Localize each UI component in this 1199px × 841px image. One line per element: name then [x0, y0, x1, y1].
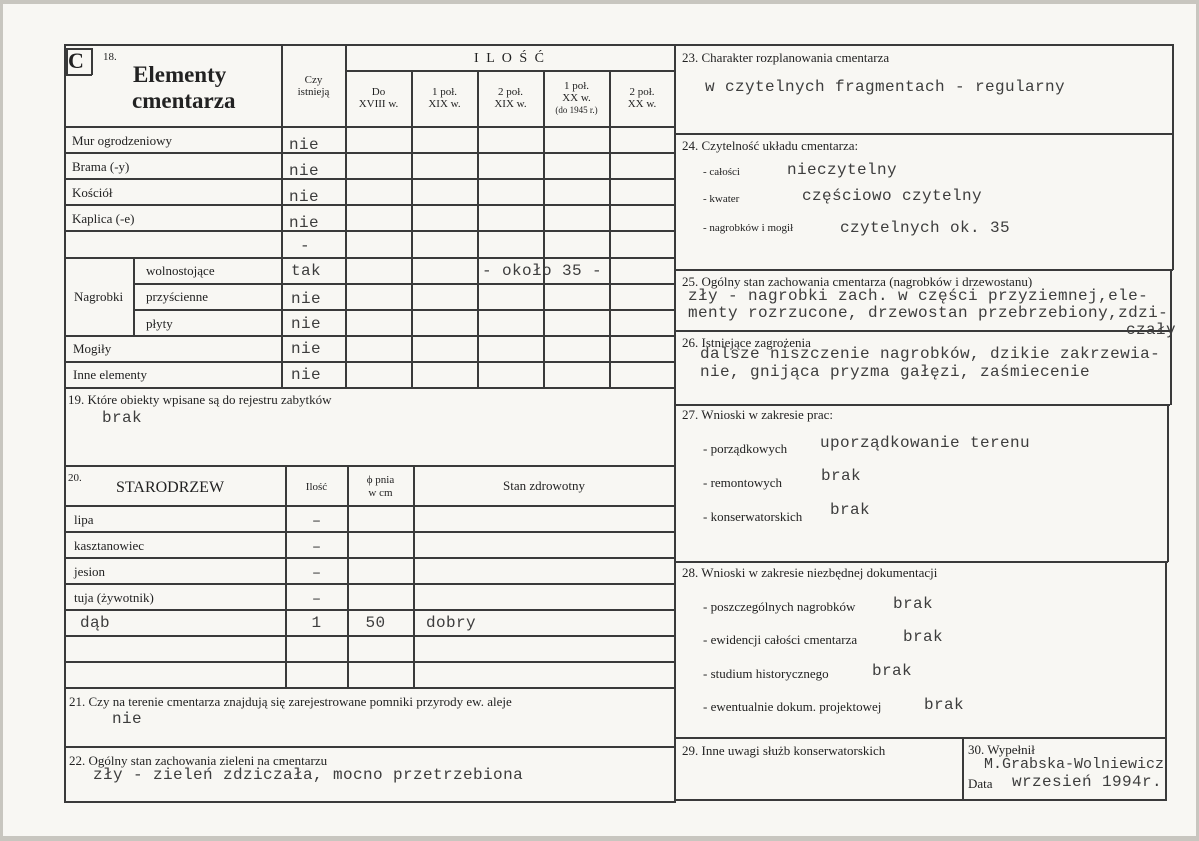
- row-label: Inne elementy: [73, 367, 147, 382]
- q28-label: 28. Wnioski w zakresie niezbędnej dokumentacji: [682, 565, 938, 580]
- q30-label: 30. Wypełnił: [968, 742, 1035, 757]
- trees-diameter-header-line1: ϕ pnia: [366, 474, 395, 486]
- tree-name: dąb: [80, 614, 111, 632]
- date-value: wrzesień 1994r.: [1012, 773, 1163, 791]
- period-4-line2: XX w.: [562, 92, 591, 104]
- period-1-line1: Do: [371, 86, 386, 98]
- q25-value-line1: zły - nagrobki zach. w części przyziemnej,ele-: [688, 287, 1149, 305]
- row-label: Brama (-y): [72, 159, 130, 174]
- q24-item-value: czytelnych ok. 35: [840, 219, 1011, 237]
- gravestones-label: Nagrobki: [74, 289, 124, 304]
- q28-item-value: brak: [872, 662, 913, 680]
- period-2-line2: XIX w.: [428, 98, 461, 110]
- tree-name: jesion: [74, 564, 106, 579]
- row-value: nie: [289, 162, 320, 180]
- q24-label: 24. Czytelność układu cmentarza:: [682, 138, 859, 153]
- period-4-line1: 1 poł.: [563, 80, 590, 92]
- trees-count-header: Ilość: [305, 481, 328, 493]
- q24-item-label: - całości: [703, 166, 740, 178]
- gravestone-value: tak: [291, 262, 322, 280]
- q25-label: 25. Ogólny stan zachowania cmentarza (nagrobków i drzewostanu): [682, 274, 1033, 289]
- q25-value-line3: czały: [1126, 321, 1177, 339]
- section-number: 18.: [103, 51, 117, 63]
- scan-edge-left: [0, 0, 3, 841]
- q28-item-value: brak: [924, 696, 965, 714]
- period-2-line1: 1 poł.: [431, 86, 458, 98]
- tree-count: –: [313, 538, 320, 553]
- row-value: nie: [289, 136, 320, 154]
- tree-name: lipa: [74, 512, 94, 527]
- exists-header-line2: istnieją: [297, 86, 330, 98]
- q27-item-value: brak: [830, 501, 871, 519]
- quantity-header: I L O Ś Ć: [474, 51, 546, 66]
- tree-name: kasztanowiec: [74, 538, 145, 553]
- q26-label: 26. Istniejące zagrożenia: [682, 335, 811, 350]
- q23-value: w czytelnych fragmentach - regularny: [705, 78, 1066, 96]
- q28-item-value: brak: [903, 628, 944, 646]
- q27-item-value: uporządkowanie terenu: [820, 434, 1031, 452]
- q21-label: 21. Czy na terenie cmentarza znajdują się zarejestrowane pomniki przyrody ew. aleje: [69, 694, 512, 709]
- gravestone-type-label: płyty: [146, 316, 173, 331]
- q30-value: M.Grabska-Wolniewicz: [984, 756, 1165, 773]
- period-5-line1: 2 poł.: [629, 86, 655, 98]
- q28-item-label: - ewentualnie dokum. projektowej: [703, 699, 882, 714]
- row-label: Mogiły: [73, 341, 112, 356]
- q28-item-label: - ewidencji całości cmentarza: [703, 632, 858, 647]
- gravestone-quantity-note: - około 35 -: [482, 262, 603, 280]
- tree-health: dobry: [426, 614, 477, 632]
- row-label: Kaplica (-e): [72, 211, 135, 226]
- date-label: Data: [968, 776, 993, 791]
- tree-name: tuja (żywotnik): [74, 590, 154, 605]
- q22-label: 22. Ogólny stan zachowania zieleni na cmentarzu: [69, 753, 328, 768]
- gravestone-value: nie: [291, 315, 322, 333]
- section-letter: C: [68, 48, 84, 73]
- q24-item-label: - nagrobków i mogił: [703, 222, 794, 234]
- q28-item-label: - studium historycznego: [703, 666, 829, 681]
- tree-count: –: [313, 564, 320, 579]
- row-value: nie: [291, 366, 322, 384]
- trees-health-header: Stan zdrowotny: [503, 478, 585, 493]
- trees-diameter-header-line2: w cm: [368, 487, 393, 499]
- q27-label: 27. Wnioski w zakresie prac:: [682, 407, 834, 422]
- gravestone-value: nie: [291, 290, 322, 308]
- q26-value-line2: nie, gnijąca pryzma gałęzi, zaśmiecenie: [700, 363, 1091, 381]
- period-1-line2: XVIII w.: [358, 98, 399, 110]
- q23-label: 23. Charakter rozplanowania cmentarza: [682, 50, 890, 65]
- tree-count: –: [313, 590, 320, 605]
- gravestone-type-label: przyścienne: [146, 289, 209, 304]
- q27-item-label: - porządkowych: [703, 441, 788, 456]
- tree-count: –: [313, 512, 320, 527]
- q25-value-line2: menty rozrzucone, drzewostan przebrzebiony,zdzi-: [688, 304, 1169, 322]
- q20-title: STARODRZEW: [116, 479, 225, 496]
- row-value: -: [300, 237, 311, 255]
- row-value: nie: [291, 340, 322, 358]
- q29-label: 29. Inne uwagi służb konserwatorskich: [682, 743, 886, 758]
- q20-number: 20.: [68, 472, 82, 484]
- scan-edge-top: [0, 0, 1199, 4]
- row-label: Mur ogrodzeniowy: [72, 133, 173, 148]
- tree-diameter: 50: [365, 614, 386, 632]
- q24-item-value: nieczytelny: [787, 161, 898, 179]
- tree-count: 1: [311, 614, 322, 632]
- q19-label: 19. Które obiekty wpisane są do rejestru zabytków: [68, 392, 332, 407]
- period-3-line2: XIX w.: [494, 98, 527, 110]
- q26-value-line1: dalsze niszczenie nagrobków, dzikie zakrzewia-: [700, 345, 1161, 363]
- q27-item-label: - konserwatorskich: [703, 509, 803, 524]
- period-4-line3: (do 1945 r.): [555, 105, 598, 115]
- q27-item-value: brak: [821, 467, 862, 485]
- gravestone-type-label: wolnostojące: [146, 263, 215, 278]
- q24-item-value: częściowo czytelny: [802, 187, 983, 205]
- q21-value: nie: [112, 710, 143, 728]
- row-value: nie: [289, 214, 320, 232]
- section-title-line2: cmentarza: [132, 88, 236, 113]
- period-5-line2: XX w.: [627, 98, 657, 110]
- scan-edge-bottom: [0, 836, 1199, 841]
- period-3-line1: 2 poł.: [497, 86, 524, 98]
- q19-value: brak: [102, 409, 143, 427]
- q22-value: zły - zieleń zdziczała, mocno przetrzebiona: [93, 766, 524, 784]
- section-title-line1: Elementy: [133, 62, 227, 87]
- row-value: nie: [289, 188, 320, 206]
- q28-item-value: brak: [893, 595, 934, 613]
- q27-item-label: - remontowych: [703, 475, 783, 490]
- q28-item-label: - poszczególnych nagrobków: [703, 599, 856, 614]
- exists-header-line1: Czy: [304, 74, 323, 86]
- q24-item-label: - kwater: [703, 193, 740, 205]
- row-label: Kościół: [72, 185, 113, 200]
